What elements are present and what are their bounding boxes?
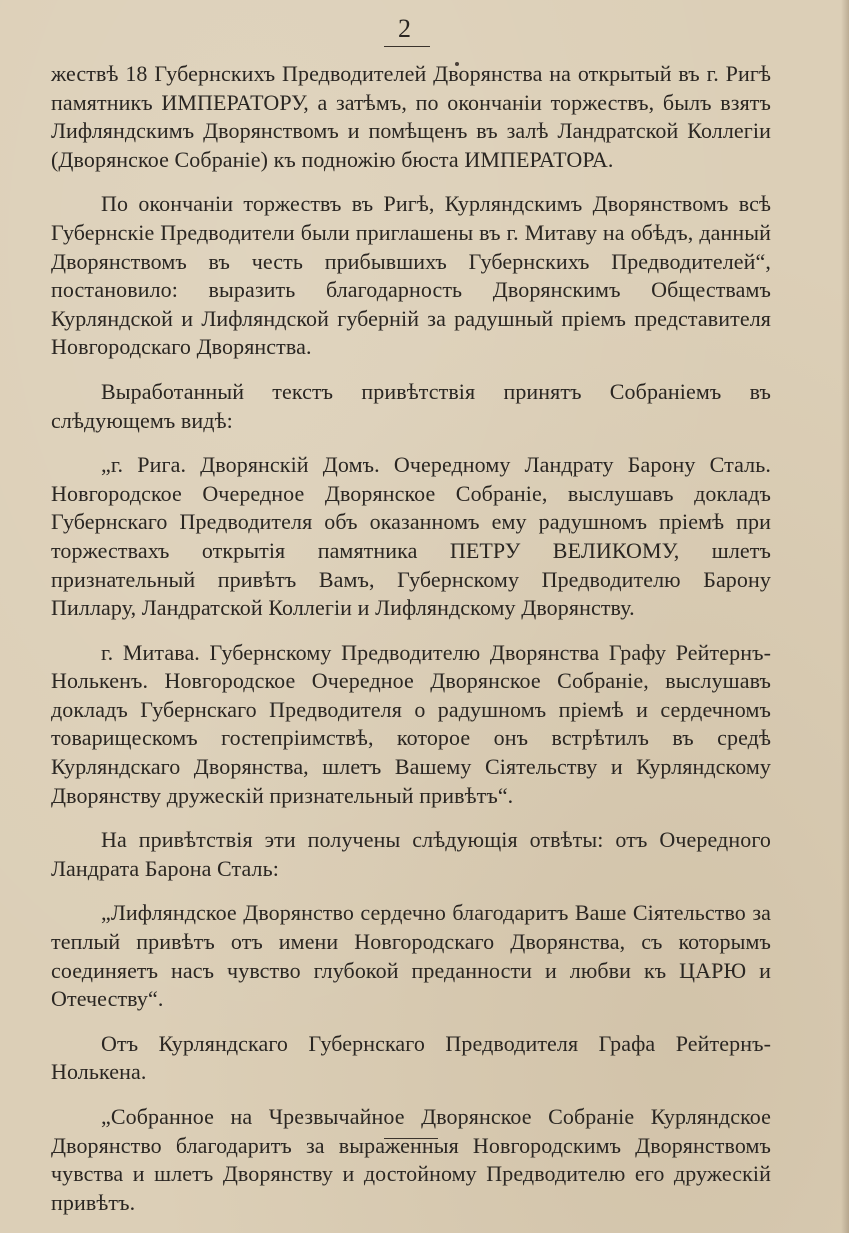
paragraph-continuation: жествѣ 18 Губернскихъ Предводителей Дворянства на открытый въ г. Ригѣ памятникъ ИМПЕРАТОРУ, а затѣмъ, по окончаніи торжествъ, былъ взятъ Лифляндскимъ Дворянствомъ и помѣщенъ въ залѣ Ландратской Коллегіи (Дворянское Собраніе) къ подножію бюста ИМПЕРАТОРА. [51, 61, 771, 172]
reply-courland: „Собранное на Чрезвычайное Дворянское Собраніе Курляндское Дворянство благодаритъ за выраженныя Новгородскимъ Дворянствомъ чувства и шлетъ Дворянству и достойному Предводителю его дружескій привѣтъ. [51, 1104, 771, 1215]
end-rule [384, 1138, 438, 1139]
telegram-mitava: г. Митава. Губернскому Предводителю Дворянства Графу Рейтернъ-Нолькенъ. Новгородское Очередное Дворянское Собраніе, выслушавъ докладъ Губернскаго Предводителя о радушномъ пріемѣ и сердечномъ товарищескомъ гостепріимствѣ, которое онъ встрѣтилъ въ средѣ Курляндскаго Дворянства, шлетъ Вашему Сіятельству и Курляндскому Дворянству дружескій признательный привѣтъ“. [51, 639, 771, 808]
body-text [51, 60, 771, 1233]
paragraph: Отъ Курляндскаго Губернскаго Предводителя Графа Рейтернъ-Нолькена. [51, 1030, 771, 1085]
telegram-riga: „г. Рига. Дворянскій Домъ. Очередному Ландрату Барону Сталь. Новгородское Очередное Дворянское Собраніе, выслушавъ докладъ Губернскаго Предводителя объ оказанномъ ему радушномъ пріемѣ при торжествахъ открытія памятника ПЕТРУ ВЕЛИКОМУ, шлетъ признательный привѣтъ Вамъ, Губернскому Предводителю Барону Пиллару, Ландратской Коллегіи и Лифляндскому Дворянству. [51, 452, 771, 621]
paragraph: Выработанный текстъ привѣтствія принятъ Собраніемъ въ слѣдующемъ видѣ: [51, 378, 771, 433]
reply-livonia: „Лифляндское Дворянство сердечно благодаритъ Ваше Сіятельство за теплый привѣтъ отъ имени Новгородскаго Дворянства, съ которымъ соединяетъ насъ чувство глубокой преданности и любви къ ЦАРЮ и Отечеству“. [51, 900, 771, 1012]
page-edge-shadow [841, 0, 849, 1233]
page-number-rule [384, 46, 430, 47]
paragraph: На привѣтствія эти получены слѣдующія отвѣты: отъ Очередного Ландрата Барона Сталь: [51, 827, 771, 881]
paragraph: По окончаніи торжествъ въ Ригѣ, Курляндскимъ Дворянствомъ всѣ Губернскіе Предводители были приглашены въ г. Митаву на обѣдъ, данный Дворянствомъ въ честь прибывшихъ Губернскихъ Предводителей“, постановило: выразить благодарность Дворянскимъ Обществамъ Курляндской и Лифляндской губерній за радушный пріемъ представителя Новгородскаго Дворянства. [51, 191, 771, 360]
page-number: 2 [398, 14, 412, 43]
